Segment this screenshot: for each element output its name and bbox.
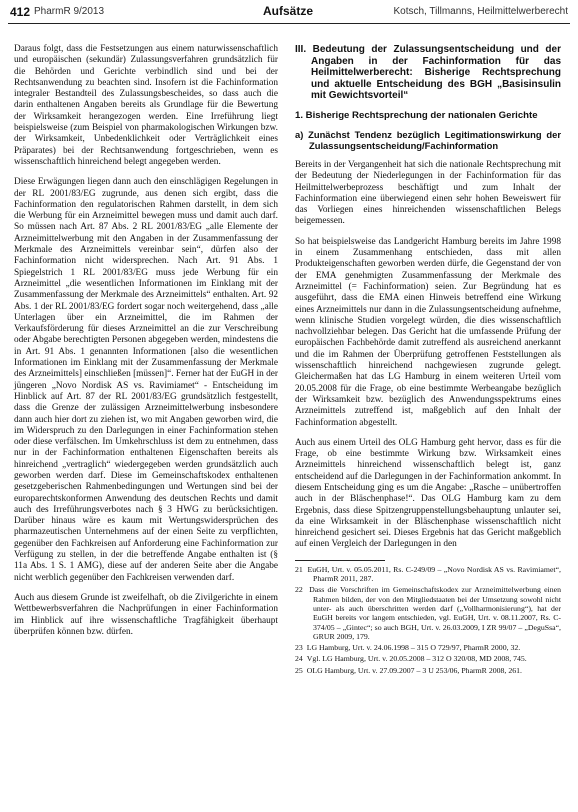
body-paragraph: So hat beispielsweise das Landgericht Hamburg bereits im Jahre 1998 in einem Zusammenhang entschieden, dass mit allen Produkteigenschaften geworben werden dürfe, die Gegenstand der von der EMA genehmigten Zusammenfassung der Merkmale des Arzneimittel (= Fachinformation) seien. Zur Begründung hat es ausgeführt, dass die EMA einen Hinweis betreffend eine Wirkung eines Arzneimittels nur dann in die Zulassungsentscheidung aufnehme, wenn klinische Studien vorgelegt würden, die dies wissenschaftlich nachvollziehbar belegen. Das Gericht hat die umfassende Prüfung der europäischen Fachbehörde damit zutreffend als ausreichend anerkannt und die im Rahmen der Überprüfung getroffenen Feststellungen als wissenschaftlich hinreichend nachgewiesen zugrunde gelegt. Gleichermaßen hat das LG Hamburg in einem weiteren Urteil vom 20.05.2008 für die Frage, ob eine bestimmte Werbeangabe bezüglich der Wirksamkeit bzw. bezüglich des Anwendungsspektrums eines Arzneimittels zutreffend ist, maßgeblich auf den Inhalt der Fachinformation abgestellt. [295,236,561,428]
body-paragraph: Daraus folgt, dass die Festsetzungen aus einem naturwissenschaftlich und europäischen (sekundär) Zulassungsverfahren grundsätzlich für die Behörden und Gerichte verbindlich sind und bei der Rechtsanwendung zu beachten sind. Insofern ist die Fachinformation integraler Bestandteil des Zulassungsbescheides, so dass auch die darin enthaltenen Angaben bereits als Grundlage für die Bewertung der Wirksamkeit herangezogen werden. Eine Irreführung liegt beispielsweise (zum Beispiel von pharmakologischen Wirkungen bzw. der Wirksamkeit, Unbedenklichkeit oder Verträglichkeit eines Präparates) bei der Rechtsanwendung fortgeschrieben, wenn es wissenschaftlich hinreichend belegt angegeben werden. [14,44,278,167]
section-category: Aufsätze [263,4,314,18]
footnote-text: LG Hamburg, Urt. v. 24.06.1998 – 315 O 729/97, PharmR 2000, 32. [306,643,521,653]
footnote-separator [295,560,385,561]
footnote [295,666,561,675]
body-paragraph: Auch aus diesem Grunde ist zweifelhaft, ob die Zivilgerichte in einem Wettbewerbsverfahren die Nachprüfungen in einer Fachinformation im Hinblick auf ihre wissenschaftliche Tragfähigkeit überhaupt überprüfen können bzw. dürfen. [14,592,278,637]
body-paragraph: Auch aus einem Urteil des OLG Hamburg geht hervor, dass es für die Frage, ob eine bestimmte Wirkung bzw. Wirksamkeit eines Arzneimittels hinreichend wissenschaftlich belegt ist, ganz entscheidend auf die Darlegungen in der Fachinformation ankommt. In diesem Entscheidung ging es um die Angabe: „Rasche – unübertroffen auch in der Bläschenphase!“. Das OLG Hamburg kam zu dem Ergebnis, dass diese Spitzengruppenstellungsbehauptung unlauter sei, da eine Wirksamkeit in der Bläschenphase wissenschaftlich nicht hinreichend gesichert sei. Dieses Ergebnis hat das Gericht maßgeblich auf einen Vergleich der Darlegungen in den [295,437,561,550]
footnote [295,565,561,584]
running-header [0,2,578,26]
footnote-number: 21 [295,564,303,574]
footnote-number: 22 [295,585,303,595]
footnote [295,643,561,652]
page-number: 412 [10,5,31,19]
left-column [14,44,278,647]
article-authors: Kotsch, Tillmanns, Heilmittelwerberecht [393,6,568,17]
footnote [295,585,561,641]
body-paragraph: Bereits in der Vergangenheit hat sich die nationale Rechtsprechung mit der Bedeutung der Niederlegungen in der Fachinformation für das Heilmittelwerbeprozess beschäftigt und zum Inhalt der Fachinformation eine überwiegend einen sehr hohen Beweiswert für das Vorliegen eines hinreichenden wissenschaftlichen Belegs beigemessen. [295,159,561,227]
footnote-text: EuGH, Urt. v. 05.05.2011, Rs. C-249/09 – „Novo Nordisk AS vs. Ravimiamet“, PharmR 2011, 287. [307,564,561,584]
footnote-number: 25 [295,665,303,675]
right-column [295,44,561,677]
journal-reference: PharmR 9/2013 [34,6,105,17]
body-paragraph: Diese Erwägungen liegen dann auch den einschlägigen Regelungen in der RL 2001/83/EG zugrunde, aus denen sich ergibt, dass die Fachinformation den regulatorischen Rahmen darstellt, in dem sich die Werbung für ein Arzneimittel bewegen muss und damit auch darf. So müssen nach Art. 87 Abs. 2 RL 2001/83/EG „alle Elemente der Arzneimittelwerbung mit den Angaben in der Zusammenfassung der Merkmale des Arzneimittels vereinbar sein“, dürfen also der Fachinformation nicht widersprechen. Nach Art. 91 Abs. 1 Spiegelstrich 1 RL 2001/83/EG muss jede Werbung für ein Arzneimittel „die wesentlichen Informationen im Einklang mit der Zusammenfassung der Merkmale des Arzneimittels“ enthalten. Art. 92 Abs. 1 der RL 2001/83/EG fordert sogar noch weitergehend, dass „alle Unterlagen über ein Arzneimittel, die im Rahmen der Verkaufsförderung für dieses Arzneimittel an die zur Verschreibung oder Abgabe berechtigten Personen abgegeben werden, mindestens die in Art. 91 Abs. 1 genannten Informationen [also die wesentlichen Informationen im Einklang mit der Zusammenfassung der Merkmale des Arzneimittels] einschließen [müssen]“. Ferner hat der EuGH in der jüngeren „Novo Nordisk AS vs. Ravimiamet“ - Entscheidung im Hinblick auf Art. 87 der RL 2001/83/EG grundsätzlich festgestellt, dass die Grenze der zulässigen Arzneimittelwerbung insbesondere dann auch hier dort zu ziehen ist, wo mit Angaben geworben wird, die im Widerspruch zu den Darlegungen in einer Fachinformation stehen oder diese verfälschen. Im Umkehrschluss ist dem zu entnehmen, dass nur in der Fachinformation enthaltenen Eigenschaften bereits als hinreichend „vertraglich“ wiedergegeben werden grundsätzlich auch geworben werden darf. Diese im Gemeinschaftskodex enthaltenen gesetzgeberischen Rahmenbedingungen und Wertungen sind bei der europarechtskonformen Anwendung des deutschen Rechts und damit auch des Irreführungsverbotes nach § 3 HWG zu berücksichtigen. Darüber hinaus wäre es kaum mit Wertungswidersprüchen des pharmazeutischen Unternehmens auf der einen Seite zu verpflichten, gegenüber den Fachkreisen auf Anforderung eine Fachinformation zur Verfügung zu stellen, in der die betreffende Angabe enthalten ist (§ 11a Abs. 1 S. 1 AMG), diese auf der anderen Seite aber die Angabe nicht werblich gegenüber den Fachkreisen verwenden darf. [14,177,278,583]
footnote-number: 24 [295,654,303,664]
section-heading: III. Bedeutung der Zulassungsentscheidung und der Angaben in der Fachinformation für das Heilmittelwerberecht: Bisherige Rechtsprechung und aktuelle Entscheidung des BGH „Basisinsulin mit Gewichtsvorteil“ [295,44,561,102]
footnote-text: OLG Hamburg, Urt. v. 27.09.2007 – 3 U 253/06, PharmR 2008, 261. [306,665,522,675]
footnote-text: Vgl. LG Hamburg, Urt. v. 20.05.2008 – 312 O 320/08, MD 2008, 745. [306,654,527,664]
subsection-heading: 1. Bisherige Rechtsprechung der nationalen Gerichte [295,109,538,121]
subsubsection-heading: a) Zunächst Tendenz bezüglich Legitimationswirkung der Zulassungsentscheidung/Fachinformation [295,128,561,151]
footnote-text: Dass die Vorschriften im Gemeinschaftskodex zur Arzneimittelwerbung einen Rahmen bilden, der von den Mitgliedstaaten bei der Umsetzung sowohl nicht unter- als auch überschritten werden darf („Vollharmonisierung“), hat der EuGH bereits vor langem entschieden, vgl. EuGH, Urt. v. 08.11.2007, Rs. C-374/05 – „Gintec“; so auch BGH, Urt. v. 26.03.2009, I ZR 99/07 – „DeguSsa“, GRUR 2009, 179. [309,585,561,641]
footnote [295,654,561,663]
footnote-number: 23 [295,643,303,653]
header-rule [8,23,570,24]
